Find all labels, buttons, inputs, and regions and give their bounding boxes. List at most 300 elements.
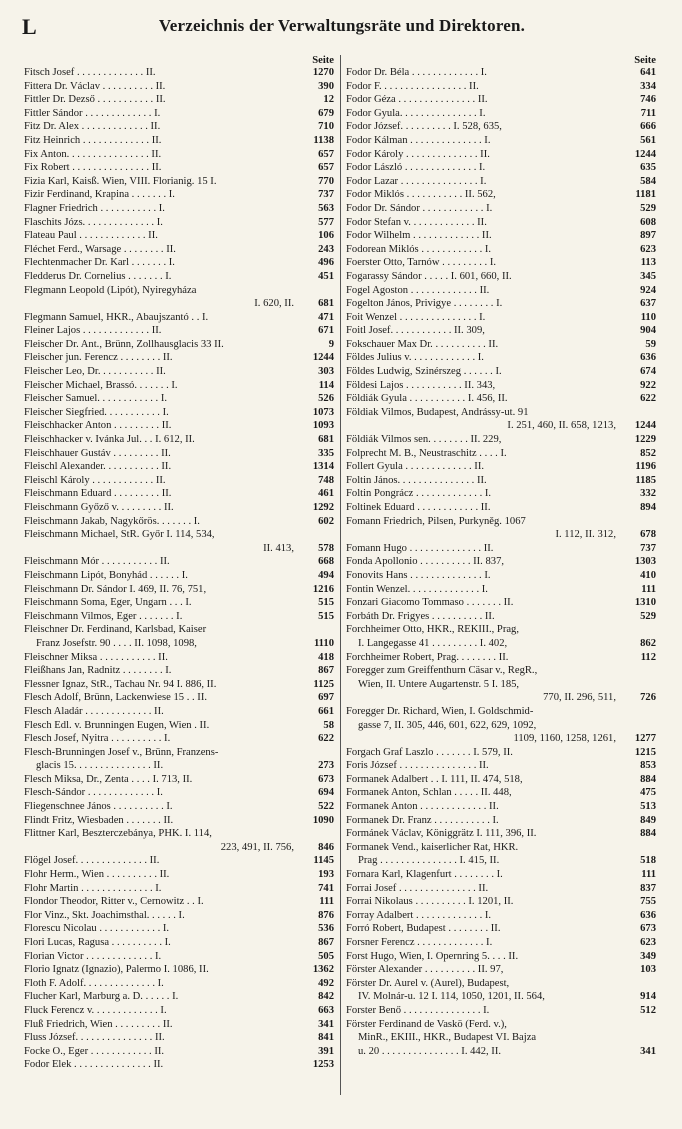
entry-page: 110: [640, 311, 656, 323]
index-entry: [346, 217, 656, 231]
entry-text: Wien, II. Untere Augartenstr. 5 I. 185,: [358, 678, 520, 690]
entry-text: Fleischhauer Gustáv . . . . . . . . . II.: [24, 447, 171, 459]
entry-text: Fizia Karl, Kaisß. Wien, VIII. Florianig. 15 I.: [24, 175, 217, 187]
index-entry: [346, 801, 656, 815]
entry-text: Fleischl Károly . . . . . . . . . . . . II.: [24, 474, 166, 486]
entry-page: 867: [318, 665, 334, 677]
index-entry: [346, 1046, 656, 1060]
entry-text: Flittner Karl, Beszterczebánya, PHK. I. 114,: [24, 828, 212, 840]
entry-text: Fontin Wenzel. . . . . . . . . . . . . . I.: [346, 583, 488, 595]
entry-page: 1185: [635, 474, 656, 486]
entry-page: 711: [640, 107, 656, 119]
entry-text: Foris József . . . . . . . . . . . . . . . II.: [346, 760, 489, 772]
entry-text: Forrai Josef . . . . . . . . . . . . . . . II.: [346, 882, 489, 894]
index-entry: [346, 339, 656, 353]
entry-page: 451: [318, 270, 334, 282]
entry-page: 841: [318, 1032, 334, 1044]
entry-page: 673: [640, 923, 656, 935]
entry-text: Fix Anton. . . . . . . . . . . . . . . . II.: [24, 148, 162, 160]
index-entry: [346, 706, 656, 720]
entry-text: Fodor Wilhelm . . . . . . . . . . . . . II.: [346, 230, 492, 242]
entry-text: Fodor Dr. Béla . . . . . . . . . . . . . I.: [346, 67, 487, 78]
left-column: [24, 55, 334, 1073]
index-entry: [346, 733, 656, 747]
entry-text: Flechtenmacher Dr. Karl . . . . . . . I.: [24, 257, 175, 269]
index-entry: [346, 652, 656, 666]
entry-page: 492: [318, 977, 334, 989]
entry-text: 223, 491, II. 756,: [220, 841, 294, 853]
entry-page: 884: [640, 773, 656, 785]
index-entry: [24, 285, 334, 299]
entry-page: 334: [640, 80, 656, 92]
entry-page: 577: [318, 216, 334, 228]
entry-page: 1073: [312, 406, 334, 418]
entry-text: Foltinek Eduard . . . . . . . . . . . . II.: [346, 502, 491, 513]
entry-text: Fittera Dr. Václav . . . . . . . . . . II.: [24, 80, 166, 92]
index-entry: [346, 679, 656, 693]
entry-text: Formanek Anton . . . . . . . . . . . . . II.: [346, 801, 499, 813]
index-entry: [24, 352, 334, 366]
entry-page: 111: [641, 869, 656, 881]
entry-page: 341: [640, 1045, 656, 1057]
entry-page: 561: [640, 134, 656, 146]
index-entry: [24, 516, 334, 530]
entry-page: 496: [318, 257, 334, 269]
entry-page: 853: [640, 760, 656, 772]
index-entry: [346, 951, 656, 965]
entry-page: 636: [640, 909, 656, 921]
index-entry: [24, 162, 334, 176]
entry-text: Focke O., Eger . . . . . . . . . . . . II.: [24, 1045, 165, 1057]
left-column-head: Seite: [312, 55, 334, 66]
entry-text: Forray Adalbert . . . . . . . . . . . . . I.: [346, 909, 492, 921]
index-entry: [24, 502, 334, 516]
index-entry: [24, 475, 334, 489]
entry-text: Fodor Miklós . . . . . . . . . . . II. 562,: [346, 189, 496, 201]
right-column: [346, 55, 656, 1059]
entry-text: Fleischer Michael, Brassó. . . . . . . I.: [24, 379, 178, 391]
index-entry: [24, 896, 334, 910]
index-entry: [24, 67, 334, 81]
index-entry: [24, 1046, 334, 1060]
entry-text: I. 251, 460, II. 658, 1213,: [507, 420, 616, 432]
index-entry: [24, 978, 334, 992]
entry-page: 924: [640, 284, 656, 296]
entry-text: Forsner Ferencz . . . . . . . . . . . . . I.: [346, 937, 493, 948]
index-entry: [24, 706, 334, 720]
index-entry: [346, 760, 656, 774]
index-entry: [346, 230, 656, 244]
entry-page: 9: [328, 338, 334, 350]
entry-text: Fix Robert . . . . . . . . . . . . . . . II.: [24, 162, 162, 174]
entry-page: 1145: [313, 855, 334, 867]
entry-page: 475: [640, 787, 656, 799]
entry-text: II. 413,: [263, 542, 294, 554]
index-entry: [346, 176, 656, 190]
entry-page: 697: [318, 692, 334, 704]
entry-text: Fodor F. . . . . . . . . . . . . . . . . II.: [346, 80, 479, 92]
entry-text: Fluss József. . . . . . . . . . . . . . . II.: [24, 1032, 165, 1044]
entry-text: Fleischner Dr. Ferdinand, Karlsbad, Kaiser: [24, 624, 207, 636]
index-entry: [346, 570, 656, 584]
index-entry: [24, 774, 334, 788]
entry-page: 623: [640, 937, 656, 948]
entry-text: Fleischner Miksa . . . . . . . . . . . II.: [24, 651, 168, 663]
entry-page: 657: [318, 148, 334, 160]
entry-text: Flesch Josef, Nyitra . . . . . . . . . . I.: [24, 733, 171, 745]
entry-page: 390: [318, 80, 334, 92]
entry-text: Folprecht M. B., Neustraschitz . . . . I.: [346, 447, 507, 459]
entry-text: gasse 7, II. 305, 446, 601, 622, 629, 1092,: [358, 719, 537, 731]
entry-page: 1244: [634, 420, 656, 432]
index-entry: [24, 733, 334, 747]
entry-page: 1196: [635, 461, 656, 473]
entry-text: Fleischmann Eduard . . . . . . . . . II.: [24, 488, 172, 500]
index-entry: [24, 638, 334, 652]
entry-page: 636: [640, 352, 656, 364]
index-entry: [346, 842, 656, 856]
entry-text: IV. Molnár-u. 12 I. 114, 1050, 1201, II. 564,: [358, 991, 545, 1003]
index-entry: [24, 434, 334, 448]
index-entry: [346, 692, 656, 706]
entry-page: 678: [640, 529, 656, 541]
entry-text: u. 20 . . . . . . . . . . . . . . . I. 442, II.: [358, 1045, 502, 1057]
entry-text: MinR., EKIII., HKR., Budapest VI. Bajza: [358, 1032, 537, 1044]
entry-text: Fonda Apollonio . . . . . . . . . . II. 837,: [346, 556, 505, 568]
entry-text: Fitsch Josef . . . . . . . . . . . . . II.: [24, 67, 156, 78]
entry-text: Flegmann Samuel, HKR., Abaujszantó . . I.: [24, 311, 209, 323]
entry-page: 112: [640, 651, 656, 663]
entry-page: 1125: [313, 678, 334, 690]
index-entry: [24, 488, 334, 502]
entry-text: Fittler Sándor . . . . . . . . . . . . . I.: [24, 107, 161, 119]
index-entry: [24, 1032, 334, 1046]
index-entry: [346, 271, 656, 285]
index-entry: [346, 203, 656, 217]
index-entry: [24, 393, 334, 407]
entry-page: 59: [645, 338, 656, 350]
entry-page: 526: [318, 393, 334, 405]
index-entry: [24, 271, 334, 285]
entry-text: Földiak Vilmos, Budapest, Andrássy-ut. 91: [346, 406, 529, 418]
entry-page: 243: [318, 243, 334, 255]
entry-page: 494: [318, 569, 334, 581]
entry-page: 846: [318, 841, 334, 853]
index-entry: [346, 923, 656, 937]
index-entry: [24, 230, 334, 244]
entry-text: Földiák Gyula . . . . . . . . . . . I. 456, II.: [346, 393, 508, 405]
entry-page: 536: [318, 923, 334, 935]
right-column-head: Seite: [634, 55, 656, 66]
index-entry: [346, 475, 656, 489]
entry-page: 746: [640, 94, 656, 106]
entry-text: Fodor Lazar . . . . . . . . . . . . . . . I.: [346, 175, 487, 187]
entry-page: 471: [318, 311, 334, 323]
column-divider: [340, 55, 341, 1095]
entry-text: Foit Wenzel . . . . . . . . . . . . . . . I.: [346, 311, 486, 323]
page-letter: L: [22, 14, 37, 39]
entry-text: Fleischer Siegfried. . . . . . . . . . . I.: [24, 406, 169, 418]
entry-page: 522: [318, 801, 334, 813]
index-entry: [24, 461, 334, 475]
entry-text: Foerster Otto, Tarnów . . . . . . . . . I.: [346, 257, 497, 269]
index-entry: [346, 325, 656, 339]
index-entry: [24, 964, 334, 978]
entry-text: Fleischl Alexander. . . . . . . . . . . II.: [24, 461, 172, 473]
entry-text: Franz Josefstr. 90 . . . . II. 1098, 1098,: [36, 637, 197, 649]
entry-text: Foitl Josef. . . . . . . . . . . . II. 309,: [346, 325, 485, 337]
entry-page: 1215: [634, 746, 656, 758]
index-entry: [346, 393, 656, 407]
entry-text: Förster Alexander . . . . . . . . . . II. 97,: [346, 964, 504, 976]
entry-text: Fodor Kálman . . . . . . . . . . . . . . I.: [346, 134, 491, 146]
entry-page: 849: [640, 814, 656, 826]
entry-page: 513: [640, 801, 656, 813]
entry-page: 111: [319, 896, 334, 908]
entry-text: Flori Lucas, Ragusa . . . . . . . . . . I.: [24, 937, 171, 948]
entry-page: 1093: [312, 420, 334, 432]
index-entry: [24, 951, 334, 965]
index-entry: [24, 937, 334, 951]
entry-page: 726: [640, 692, 656, 704]
index-entry: [346, 407, 656, 421]
index-entry: [24, 121, 334, 135]
entry-text: Fléchet Ferd., Warsage . . . . . . . . II.: [24, 243, 176, 255]
index-entry: [24, 869, 334, 883]
entry-text: Fitz Heinrich . . . . . . . . . . . . . II.: [24, 134, 162, 146]
entry-text: Flesch Miksa, Dr., Zenta . . . . I. 713, II.: [24, 773, 193, 785]
index-entry: [24, 149, 334, 163]
entry-page: 1244: [312, 352, 334, 364]
index-entry: [346, 937, 656, 951]
entry-page: 770: [318, 175, 334, 187]
entry-text: Forchheimer Otto, HKR., REKIII., Prag,: [346, 624, 520, 636]
entry-text: Förster Dr. Aurel v. (Aurel), Budapest,: [346, 977, 510, 989]
index-entry: [346, 964, 656, 978]
entry-text: Fleischmann Michael, StR. Győr I. 114, 534,: [24, 529, 215, 541]
entry-text: Forró Robert, Budapest . . . . . . . . II.: [346, 923, 501, 935]
entry-page: 418: [318, 651, 334, 663]
index-entry: [346, 488, 656, 502]
entry-page: 1270: [312, 67, 334, 78]
entry-text: Flesch-Brunningen Josef v., Brünn, Franzens-: [24, 746, 219, 758]
entry-text: Fleischmann Mór . . . . . . . . . . . II.: [24, 556, 170, 568]
index-entry: [24, 420, 334, 434]
index-entry: [24, 135, 334, 149]
entry-page: 193: [318, 869, 334, 881]
index-entry: [24, 883, 334, 897]
entry-text: Fleischmann Dr. Sándor I. 469, II. 76, 751,: [24, 583, 207, 595]
entry-page: 608: [640, 216, 656, 228]
entry-text: Fomann Hugo . . . . . . . . . . . . . . II.: [346, 542, 494, 554]
entry-text: Florescu Nicolau . . . . . . . . . . . . I.: [24, 923, 170, 935]
index-entry: [346, 855, 656, 869]
entry-page: 681: [318, 298, 334, 310]
entry-text: Fomann Friedrich, Pilsen, Purkyněg. 1067: [346, 515, 526, 527]
index-entry: [24, 366, 334, 380]
entry-page: 113: [640, 257, 656, 269]
index-entry: [24, 787, 334, 801]
entry-text: Fleischmann Jakab, Nagykőrös. . . . . . . I.: [24, 515, 200, 527]
entry-page: 505: [318, 950, 334, 962]
entry-page: 1310: [634, 597, 656, 609]
entry-page: 303: [318, 366, 334, 378]
entry-page: 1181: [635, 189, 656, 201]
entry-page: 661: [318, 705, 334, 717]
entry-text: Flögel Josef. . . . . . . . . . . . . . II.: [24, 855, 160, 867]
entry-text: Follert Gyula . . . . . . . . . . . . . II.: [346, 461, 484, 473]
index-entry: [24, 652, 334, 666]
index-entry: [346, 815, 656, 829]
entry-page: 563: [318, 202, 334, 214]
entry-page: 635: [640, 162, 656, 174]
entry-page: 904: [640, 325, 656, 337]
entry-page: 1292: [312, 502, 334, 513]
entry-text: 1109, 1160, 1258, 1261,: [513, 733, 616, 745]
entry-page: 673: [318, 773, 334, 785]
entry-text: Fornara Karl, Klagenfurt . . . . . . . . I.: [346, 869, 503, 881]
entry-text: Fogel Agoston . . . . . . . . . . . . . II.: [346, 284, 490, 296]
entry-text: Foregger zum Greiffenthurn Cäsar v., RegR.,: [346, 665, 538, 677]
entry-page: 1110: [313, 637, 334, 649]
entry-page: 391: [318, 1045, 334, 1057]
index-entry: [346, 869, 656, 883]
entry-text: I. 620, II.: [254, 298, 294, 310]
entry-page: 862: [640, 637, 656, 649]
entry-page: 637: [640, 298, 656, 310]
entry-page: 852: [640, 447, 656, 459]
entry-page: 1229: [634, 434, 656, 446]
entry-text: Prag . . . . . . . . . . . . . . . I. 415, II.: [358, 855, 500, 867]
index-entry: [24, 189, 334, 203]
entry-page: 671: [318, 325, 334, 337]
index-entry: [24, 611, 334, 625]
entry-text: Fledderus Dr. Cornelius . . . . . . . I.: [24, 270, 172, 282]
index-entry: [24, 692, 334, 706]
entry-text: Flesch Edl. v. Brunningen Eugen, Wien . II.: [24, 719, 210, 731]
index-entry: [24, 828, 334, 842]
entry-text: Flegmann Leopold (Lipót), Nyiregyháza: [24, 284, 197, 296]
index-entry: [24, 1019, 334, 1033]
entry-text: Forgach Graf Laszlo . . . . . . . I. 579, II.: [346, 746, 513, 758]
entry-text: Fokschauer Max Dr. . . . . . . . . . . II.: [346, 338, 499, 350]
entry-page: 748: [318, 474, 334, 486]
index-entry: [346, 883, 656, 897]
index-entry: [346, 380, 656, 394]
entry-page: 273: [318, 760, 334, 772]
index-entry: [346, 774, 656, 788]
index-entry: [24, 801, 334, 815]
right-entry-list: [346, 67, 656, 1059]
index-entry: [24, 679, 334, 693]
index-entry: [346, 189, 656, 203]
entry-text: I. 112, II. 312,: [555, 529, 616, 541]
index-entry: [24, 217, 334, 231]
entry-page: 103: [640, 964, 656, 976]
entry-page: 710: [318, 121, 334, 133]
index-entry: [24, 584, 334, 598]
entry-text: Formanek Anton, Schlan . . . . . II. 448,: [346, 787, 512, 799]
index-entry: [346, 135, 656, 149]
entry-text: Fleischer Leo, Dr. . . . . . . . . . . II.: [24, 366, 166, 378]
index-entry: [24, 720, 334, 734]
index-entry: [346, 312, 656, 326]
index-entry: [346, 502, 656, 516]
index-entry: [346, 94, 656, 108]
entry-page: 914: [640, 991, 656, 1003]
entry-page: 1253: [312, 1059, 334, 1071]
entry-text: Fluß Friedrich, Wien . . . . . . . . . II.: [24, 1018, 173, 1030]
index-entry: [24, 624, 334, 638]
entry-page: 106: [318, 230, 334, 242]
index-entry: [346, 978, 656, 992]
entry-text: Fleischhacker Anton . . . . . . . . . II.: [24, 420, 172, 432]
index-entry: [346, 1005, 656, 1019]
entry-page: 622: [318, 733, 334, 745]
entry-page: 335: [318, 447, 334, 459]
entry-text: Formanek Adalbert . . I. 111, II. 474, 518,: [346, 773, 523, 785]
entry-text: Fleischer Dr. Ant., Brünn, Zollhausglacis 33 II.: [24, 338, 224, 350]
index-entry: [346, 149, 656, 163]
entry-text: Forst Hugo, Wien, I. Opernring 5. . . . II.: [346, 950, 519, 962]
index-entry: [346, 1032, 656, 1046]
index-entry: [346, 285, 656, 299]
entry-page: 1216: [312, 583, 334, 595]
index-entry: [24, 1005, 334, 1019]
entry-page: 741: [318, 882, 334, 894]
index-entry: [346, 747, 656, 761]
entry-page: 922: [640, 379, 656, 391]
entry-text: Forrai Nikolaus . . . . . . . . . . I. 1201, II.: [346, 896, 514, 908]
entry-page: 897: [640, 230, 656, 242]
entry-text: Fogelton János, Privigye . . . . . . . . I.: [346, 298, 503, 310]
entry-text: 770, II. 296, 511,: [543, 692, 616, 704]
index-entry: [24, 842, 334, 856]
entry-page: 1244: [634, 148, 656, 160]
entry-text: Flesch Adolf, Brünn, Lackenwiese 15 . . II.: [24, 692, 207, 704]
left-entry-list: [24, 67, 334, 1073]
entry-text: Fogarassy Sándor . . . . . I. 601, 660, II.: [346, 270, 512, 282]
index-entry: [346, 516, 656, 530]
index-entry: [24, 556, 334, 570]
index-entry: [24, 543, 334, 557]
index-entry: [24, 176, 334, 190]
entry-text: Forbáth Dr. Frigyes . . . . . . . . . . II.: [346, 610, 495, 622]
entry-text: Fodor Károly . . . . . . . . . . . . . . II.: [346, 148, 490, 160]
entry-page: 737: [318, 189, 334, 201]
entry-page: 1362: [312, 964, 334, 976]
index-entry: [24, 910, 334, 924]
entry-page: 657: [318, 162, 334, 174]
entry-page: 58: [323, 719, 334, 731]
index-entry: [24, 244, 334, 258]
entry-text: Foltin Pongrácz . . . . . . . . . . . . . I.: [346, 488, 492, 500]
index-entry: [346, 448, 656, 462]
entry-page: 755: [640, 896, 656, 908]
index-entry: [346, 244, 656, 258]
index-entry: [24, 339, 334, 353]
index-entry: [24, 570, 334, 584]
entry-page: 332: [640, 488, 656, 500]
index-entry: [346, 529, 656, 543]
index-entry: [346, 434, 656, 448]
index-entry: [346, 162, 656, 176]
index-entry: [346, 597, 656, 611]
entry-text: Foregger Dr. Richard, Wien, I. Goldschmid-: [346, 705, 534, 717]
index-entry: [24, 1059, 334, 1073]
index-entry: [346, 461, 656, 475]
index-entry: [346, 420, 656, 434]
